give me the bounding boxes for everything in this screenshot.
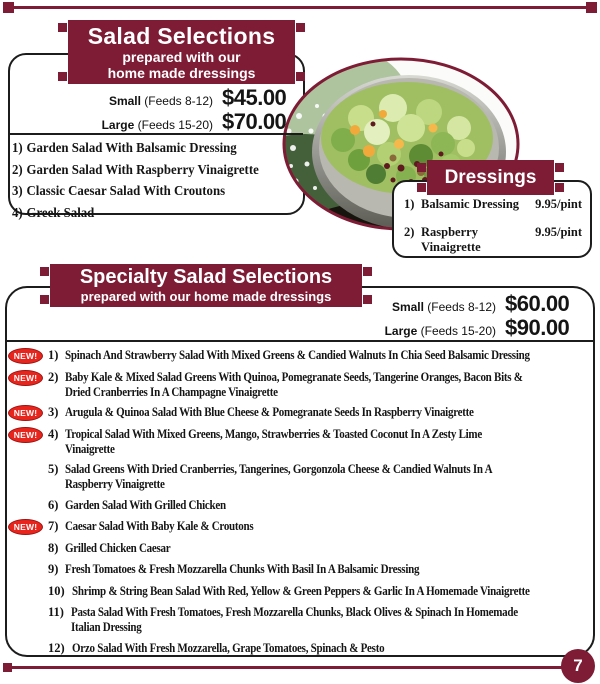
item-number: 7) xyxy=(48,519,59,533)
specialty-item xyxy=(8,498,592,514)
item-number: 8) xyxy=(48,540,59,555)
salad-item xyxy=(12,180,259,202)
specialty-section-title: Specialty Salad Selections xyxy=(79,266,333,288)
item-number: 4) xyxy=(12,204,23,220)
dressings-banner xyxy=(427,160,554,195)
dressing-price: 9.95/pint xyxy=(535,225,582,239)
item-number: 1) xyxy=(48,348,59,362)
item-text: Garden Salad With Balsamic Dressing xyxy=(26,140,237,155)
banner-corner-square xyxy=(58,72,67,81)
salad-item xyxy=(12,159,259,181)
item-text-line: Baby Kale & Mixed Salad Greens With Quinoa, Pomegranate Seeds, Tangerine Oranges, Bacon Bits & xyxy=(65,369,524,384)
item-text-line: Grilled Chicken Caesar xyxy=(65,540,171,555)
item-text xyxy=(72,584,592,599)
item-text xyxy=(65,348,592,363)
specialty-item xyxy=(8,641,592,657)
item-text: Garden Salad With Raspberry Vinaigrette xyxy=(26,161,259,177)
item-text-line: Arugula & Quinoa Salad With Blue Cheese & Pomegranate Seeds In Raspberry Vinaigrette xyxy=(65,405,475,419)
dressing-name: Raspberry Vinaigrette xyxy=(421,225,481,254)
item-number: 12) xyxy=(48,640,65,655)
price-row xyxy=(349,291,585,315)
banner-corner-square xyxy=(555,183,564,192)
banner-corner-square xyxy=(363,267,372,276)
bottom-rule xyxy=(3,666,562,669)
item-number: 5) xyxy=(48,462,59,476)
item-number: 6) xyxy=(48,497,59,512)
salad-selections-banner xyxy=(68,20,295,84)
banner-corner-square xyxy=(417,163,426,172)
size-price: $60.00 xyxy=(505,291,570,316)
item-number: 11) xyxy=(48,605,64,619)
specialty-item xyxy=(8,370,592,400)
banner-corner-square xyxy=(296,72,305,81)
salad-item xyxy=(12,137,259,159)
item-number: 3) xyxy=(12,183,23,199)
item-text-line: Orzo Salad With Fresh Mozzarella, Grape Tomatoes, Spinach & Pesto xyxy=(71,640,385,655)
item-text-line: Italian Dressing xyxy=(70,620,142,634)
top-rule xyxy=(3,6,597,9)
dressings-title: Dressings xyxy=(444,166,537,188)
top-rule-right-square xyxy=(586,2,597,13)
dressing-item xyxy=(404,225,582,253)
page-number-badge xyxy=(561,649,595,683)
item-text xyxy=(65,562,592,577)
size-label: Large (Feeds 15-20) xyxy=(101,118,213,132)
specialty-item xyxy=(8,541,592,557)
size-label: Large (Feeds 15-20) xyxy=(384,324,496,338)
new-badge: NEW! xyxy=(8,348,43,364)
price-row xyxy=(60,85,296,109)
item-number: 1) xyxy=(12,140,23,155)
size-price: $70.00 xyxy=(222,109,287,134)
item-text-line: Salad Greens With Dried Cranberries, Tangerines, Gorgonzola Cheese & Candied Walnuts In A xyxy=(65,462,493,476)
item-text-line: Tropical Salad With Mixed Greens, Mango, Strawberries & Toasted Coconut In A Zesty Lime xyxy=(65,426,483,441)
salad-item xyxy=(12,202,259,224)
item-number: 9) xyxy=(48,562,59,576)
dressing-name: Balsamic Dressing xyxy=(421,197,520,211)
item-number: 2) xyxy=(48,369,59,384)
new-badge: NEW! xyxy=(8,370,43,386)
specialty-prices xyxy=(349,291,585,339)
specialty-item xyxy=(8,584,592,600)
item-text xyxy=(65,462,592,492)
item-number: 2) xyxy=(404,225,415,239)
specialty-items-list xyxy=(8,348,592,662)
banner-corner-square xyxy=(363,295,372,304)
specialty-item xyxy=(8,427,592,457)
specialty-item xyxy=(8,605,592,635)
salad-items-list xyxy=(12,137,272,223)
item-text: Greek Salad xyxy=(26,204,95,220)
specialty-item xyxy=(8,405,592,421)
banner-corner-square xyxy=(40,295,49,304)
specialty-item xyxy=(8,519,592,535)
item-text-line: Raspberry Vinaigrette xyxy=(65,477,166,491)
size-label: Small (Feeds 8-12) xyxy=(391,300,496,314)
item-text xyxy=(65,405,592,420)
item-text xyxy=(65,541,592,556)
item-text-line: Dried Cranberries In A Champagne Vinaigrette xyxy=(65,384,279,399)
page-number: 7 xyxy=(573,656,583,675)
item-text-line: Caesar Salad With Baby Kale & Croutons xyxy=(65,519,254,533)
new-badge: NEW! xyxy=(8,405,43,421)
item-number: 4) xyxy=(48,426,59,441)
dressings-list xyxy=(404,197,582,253)
item-number: 2) xyxy=(12,161,23,177)
item-text xyxy=(65,370,592,400)
item-text xyxy=(65,519,592,534)
salad-prices xyxy=(60,85,296,133)
specialty-section-subtitle: prepared with our home made dressings xyxy=(80,289,332,304)
item-text-line: Shrimp & String Bean Salad With Red, Yellow & Green Peppers & Garlic In A Homemade Vinaigrette xyxy=(71,583,530,598)
item-text-line: Garden Salad With Grilled Chicken xyxy=(65,497,227,512)
item-text xyxy=(72,641,592,656)
item-text xyxy=(65,427,592,457)
new-badge: NEW! xyxy=(8,427,43,443)
salad-section-subtitle-line1: prepared with our xyxy=(122,49,241,65)
item-text-line: Pasta Salad With Fresh Tomatoes, Fresh Mozzarella Chunks, Black Olives & Spinach In Homemade xyxy=(70,605,518,619)
item-text: Classic Caesar Salad With Croutons xyxy=(26,183,226,199)
specialty-salads-banner xyxy=(50,264,362,307)
banner-corner-square xyxy=(58,23,67,32)
banner-corner-square xyxy=(40,267,49,276)
size-price: $45.00 xyxy=(222,85,287,110)
item-text-line: Fresh Tomatoes & Fresh Mozzarella Chunks With Basil In A Balsamic Dressing xyxy=(65,562,420,576)
banner-corner-square xyxy=(555,163,564,172)
size-label: Small (Feeds 8-12) xyxy=(108,94,213,108)
banner-corner-square xyxy=(417,183,426,192)
bottom-rule-left-square xyxy=(3,663,12,672)
item-number: 10) xyxy=(48,583,65,598)
dressing-item xyxy=(404,197,582,225)
salad-section-title: Salad Selections xyxy=(87,23,276,49)
item-text xyxy=(65,498,592,513)
item-text-line: Spinach And Strawberry Salad With Mixed Greens & Candied Walnuts In Chia Seed Balsamic Dressing xyxy=(65,348,531,362)
price-row xyxy=(349,315,585,339)
item-number: 1) xyxy=(404,197,415,211)
top-rule-left-square xyxy=(3,2,14,13)
item-text-line: Vinaigrette xyxy=(65,441,116,456)
banner-corner-square xyxy=(296,23,305,32)
specialty-item xyxy=(8,462,592,492)
salad-section-subtitle-line2: home made dressings xyxy=(107,65,256,81)
specialty-item xyxy=(8,348,592,364)
item-text xyxy=(71,605,592,635)
price-row xyxy=(60,109,296,133)
size-price: $90.00 xyxy=(505,315,570,340)
dressing-price: 9.95/pint xyxy=(535,197,582,211)
new-badge: NEW! xyxy=(8,519,43,535)
specialty-item xyxy=(8,562,592,578)
item-number: 3) xyxy=(48,405,59,419)
